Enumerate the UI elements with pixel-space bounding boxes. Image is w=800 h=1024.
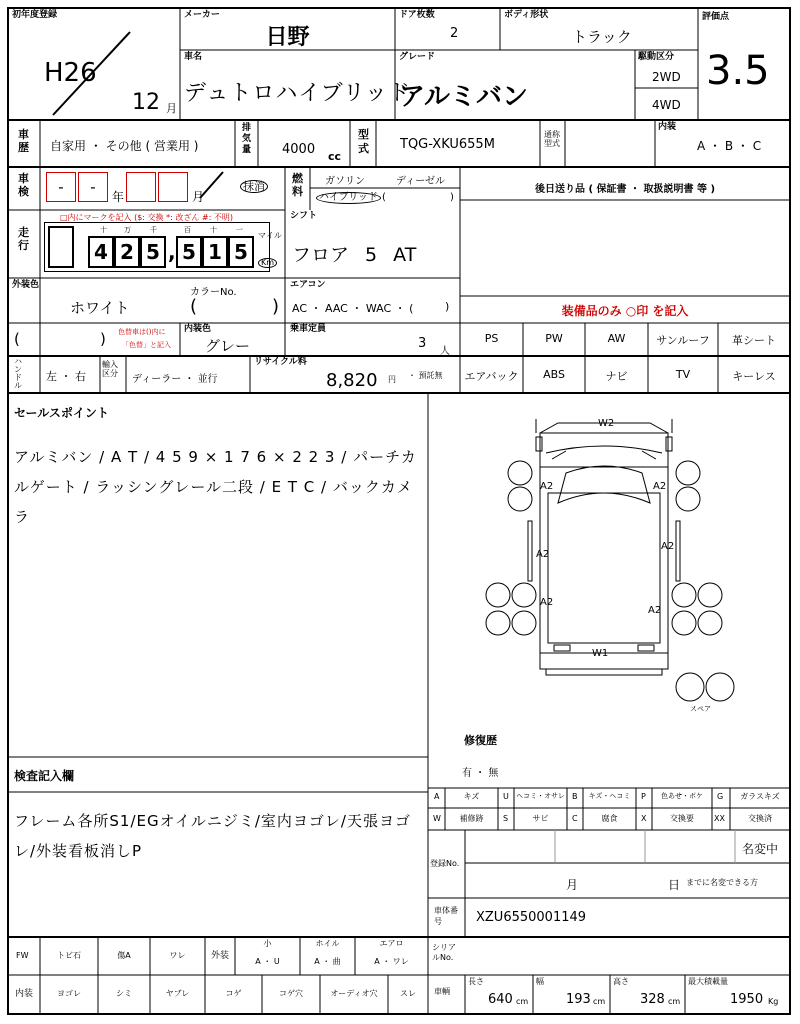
first-reg-label: 初年度登録 <box>12 10 58 20</box>
odometer-digit-0[interactable] <box>48 226 74 268</box>
fuel-other: ( <box>382 192 386 203</box>
wheel-front-right-inner <box>676 487 700 511</box>
ext-head-aero: エアロ <box>379 939 404 948</box>
reg-month-unit: 月 <box>566 878 579 892</box>
equip-leather[interactable]: 革シート <box>732 334 776 347</box>
int-dirt: ヨゴレ <box>57 989 81 998</box>
import-label: 輸入区分 <box>102 360 118 378</box>
height-unit: cm <box>668 997 681 1006</box>
int-wear: スレ <box>400 989 416 998</box>
drive-4wd: 4WD <box>652 98 681 112</box>
equip-sunroof[interactable]: サンルーフ <box>656 334 710 347</box>
color-no-close: ) <box>272 296 280 317</box>
rear-lamp-left <box>554 645 570 651</box>
odometer-unit-5: 一 <box>236 226 243 234</box>
interior-grade: A ・ B ・ C <box>697 139 762 153</box>
inspection-label: 車検 <box>18 172 29 198</box>
legend-val-a: キズ <box>463 792 480 801</box>
int-color-label: 内装色 <box>184 324 212 334</box>
legend-val-x: 交換要 <box>670 814 694 823</box>
usage-value: 自家用 ・ その他 ( 営業用 ) <box>50 139 199 153</box>
wheel-rear-right-4 <box>698 611 722 635</box>
ext-head-wheel: ホイル <box>315 939 340 948</box>
corner-lamp-right <box>666 437 672 451</box>
displacement-value: 4000 <box>282 142 316 157</box>
height-label: 高さ <box>613 977 629 986</box>
color-no-label: カラーNo. <box>190 287 237 298</box>
color-change-note-2: 「色替」と記入 <box>122 341 171 349</box>
wheel-rear-right-2 <box>698 583 722 607</box>
diagram-label-a2-5: A2 <box>540 597 554 608</box>
legend-key-b: B <box>572 792 578 801</box>
legend-key-s: S <box>503 814 509 823</box>
fuel-hybrid <box>316 192 381 204</box>
legend-val-w: 補修跡 <box>459 814 484 823</box>
wheel-rear-right-3 <box>672 611 696 635</box>
int-bottom-label: 内装 <box>14 989 33 999</box>
spare-wheel-2 <box>706 673 734 701</box>
model-value: TQG-XKU655M <box>400 137 495 152</box>
odometer-unit-2: 千 <box>150 226 157 234</box>
vin-label: 車体番号 <box>434 906 458 926</box>
int-stain: シミ <box>116 989 132 998</box>
vin-value: XZU6550001149 <box>476 910 587 925</box>
fuel-diesel: ディーゼル <box>396 176 445 187</box>
side-mirror-bar-left <box>528 521 532 581</box>
fw-scratch: 傷A <box>117 951 131 960</box>
legend-key-g: G <box>717 792 724 801</box>
inspection-expired <box>240 180 268 193</box>
length-label: 長さ <box>468 977 484 986</box>
odometer-separator: , <box>168 240 176 264</box>
km-mark: Km <box>258 258 277 268</box>
legend-val-p: 色あせ・ボケ <box>661 792 703 800</box>
equip-aw[interactable]: AW <box>607 332 626 345</box>
car-name-value: デュトロハイブリッド <box>184 81 411 106</box>
ext-head-small: 小 <box>263 939 272 948</box>
diagram-label-a2-2: A2 <box>653 481 667 492</box>
ac-value: AC ・ AAC ・ WAC ・ ( <box>292 302 414 315</box>
diagram-label-w2: W2 <box>598 418 615 429</box>
hybrid-mark: ハイブリッド <box>316 192 381 204</box>
legend-key-c: C <box>572 814 578 823</box>
wheel-rear-left-3 <box>486 611 510 635</box>
rear-lamp-right <box>638 645 654 651</box>
handle-label: ハンドル <box>14 357 22 390</box>
fuel-label: 燃料 <box>292 172 303 198</box>
wheel-rear-left-1 <box>486 583 510 607</box>
reg-label: 登録No. <box>430 859 460 868</box>
int-burn: コゲ <box>225 989 242 998</box>
wheel-rear-left-4 <box>512 611 536 635</box>
int-color-value: グレー <box>205 337 251 355</box>
equip-tv[interactable]: TV <box>675 368 691 381</box>
fw-label: FW <box>16 951 29 960</box>
width-unit: cm <box>593 997 606 1006</box>
inspection-notes-title: 検査記入欄 <box>14 769 75 783</box>
equip-keyless[interactable]: キーレス <box>732 370 776 383</box>
fw-chip: トビ石 <box>57 951 81 960</box>
ext-bottom-label: 外装 <box>210 951 229 961</box>
mileage-note: □内にマークを記入 ($: 交換 *: 改ざん #: 不明) <box>60 213 233 222</box>
legend-key-p: P <box>641 792 646 801</box>
equip-abs[interactable]: ABS <box>543 368 565 381</box>
odometer-digit-6[interactable]: 5 <box>228 236 254 268</box>
doors-label: ドア枚数 <box>399 10 435 20</box>
capacity-label: 乗車定員 <box>290 324 327 334</box>
odometer-unit-4: 十 <box>210 226 217 234</box>
ext-val-wheel: A ・ 曲 <box>314 957 341 966</box>
legend-val-xx: 交換済 <box>748 814 772 823</box>
height-value: 328 <box>640 992 665 1007</box>
fuel-gasoline: ガソリン <box>325 176 365 187</box>
ext-color-label: 外装色 <box>12 280 40 290</box>
reg-day-unit: 日 <box>668 878 681 892</box>
inspection-month-unit: 月 <box>192 190 205 204</box>
cargo-box <box>548 493 660 643</box>
score-value: 3.5 <box>706 48 770 94</box>
docs-title: 後日送り品 ( 保証書 ・ 取扱説明書 等 ) <box>534 184 716 195</box>
ac-label: エアコン <box>290 280 326 290</box>
inspection-dash-1: - <box>58 178 64 196</box>
recycle-unit: 円 <box>388 375 396 384</box>
int-burn-hole: コゲ穴 <box>279 989 303 998</box>
dims-label: 車輌 <box>434 987 450 996</box>
equip-ps[interactable]: PS <box>484 332 499 345</box>
wheel-front-right-outer <box>676 461 700 485</box>
side-mirror-bar-right <box>676 521 680 581</box>
capacity-value: 3 <box>418 336 427 351</box>
rear-bumper <box>546 669 662 675</box>
odometer-digit-5[interactable]: 1 <box>202 236 228 268</box>
month-unit: 月 <box>166 102 177 115</box>
inspection-month-box-2[interactable] <box>158 172 188 202</box>
repair-value: 有 ・ 無 <box>462 768 499 779</box>
odometer-digit-1[interactable]: 4 <box>88 236 114 268</box>
inspection-month-box-1[interactable] <box>126 172 156 202</box>
legend-key-u: U <box>503 792 509 801</box>
int-audio-hole: オーディオ穴 <box>330 989 378 998</box>
diagram-label-a2-3: A2 <box>536 549 550 560</box>
model-label: 型式 <box>358 128 369 155</box>
reg-deadline: までに名変できる方 <box>686 878 758 887</box>
sales-line-3: ラ <box>14 508 31 526</box>
legend-key-w: W <box>433 814 441 823</box>
mile-label: マイル <box>258 231 282 240</box>
sales-title: セールスポイント <box>14 406 109 420</box>
wheel-rear-left-2 <box>512 583 536 607</box>
recycle-fee: 8,820 <box>326 370 378 391</box>
odometer-unit-0: 十 <box>100 226 107 234</box>
legend-val-b: キズ・ヘコミ <box>588 792 631 800</box>
diagram-label-spare: スペア <box>690 705 711 713</box>
odometer-unit-1: 万 <box>124 226 131 234</box>
shift-label: シフト <box>290 211 318 221</box>
wheel-rear-right-1 <box>672 583 696 607</box>
equip-navi[interactable]: ナビ <box>605 370 628 383</box>
maker-label: メーカー <box>184 10 220 20</box>
grade-label: グレード <box>399 52 436 62</box>
expired-mark: 抹消 <box>240 180 268 193</box>
width-value: 193 <box>566 992 591 1007</box>
repair-title: 修復歴 <box>464 734 497 747</box>
equip-airbag[interactable]: エアバック <box>464 370 519 383</box>
legend-val-c: 腐食 <box>601 814 618 823</box>
odometer-digit-4[interactable]: 5 <box>176 236 202 268</box>
drive-2wd: 2WD <box>652 70 681 84</box>
legend-val-g: ガラスキズ <box>740 792 780 801</box>
legend-key-xx: XX <box>714 814 725 823</box>
odometer-digit-3[interactable]: 5 <box>140 236 166 268</box>
spare-wheel-1 <box>676 673 704 701</box>
sales-line-1: アルミバン / A T / 4 5 9 × 1 7 6 × 2 2 3 / パーチカ <box>14 448 417 466</box>
diagram-label-w1: W1 <box>592 648 609 659</box>
handle-value: 左 ・ 右 <box>46 370 86 383</box>
name-change: 名変中 <box>742 842 779 856</box>
legend-key-x: X <box>641 814 647 823</box>
doors-value: 2 <box>450 26 459 41</box>
inspection-line-2: レ/外装看板消しP <box>14 842 143 860</box>
interior-label: 内装 <box>658 122 677 132</box>
car-name-label: 車名 <box>184 52 203 62</box>
ext-color-value: ホワイト <box>70 299 130 317</box>
import-value: ディーラー ・ 並行 <box>132 374 218 385</box>
serial-label: シリアルNo. <box>432 943 456 962</box>
recycle-label: リサイクル料 <box>254 357 307 367</box>
ac-close: ) <box>445 300 450 313</box>
score-label: 評価点 <box>702 12 730 22</box>
equip-pw[interactable]: PW <box>545 332 563 345</box>
cab-front-panel <box>558 466 650 503</box>
color-change-open: ( <box>14 330 20 348</box>
wheel-front-left-outer <box>508 461 532 485</box>
load-label: 最大積載量 <box>688 977 728 986</box>
diagram-label-a2-1: A2 <box>540 481 554 492</box>
history-label: 車歴 <box>18 128 29 154</box>
wheel-front-left-inner <box>508 487 532 511</box>
color-change-close: ) <box>100 330 106 348</box>
first-reg-year: H26 <box>44 58 97 88</box>
width-label: 幅 <box>536 977 544 986</box>
legend-val-s: サビ <box>532 814 549 823</box>
body-value: トラック <box>572 28 632 46</box>
fuel-other-close: ) <box>450 192 454 203</box>
capacity-unit: 人 <box>440 346 450 357</box>
common-model-label: 通称型式 <box>544 130 560 148</box>
mileage-label: 走行 <box>18 226 29 252</box>
color-no-value: ( <box>190 296 198 317</box>
int-tear: ヤブレ <box>165 989 190 998</box>
color-change-note-1: 色替車は()内に <box>118 328 166 336</box>
inspection-dash-2: - <box>90 178 96 196</box>
diagram-label-a2-6: A2 <box>648 605 662 616</box>
drive-label: 駆動区分 <box>638 52 675 62</box>
legend-val-u: ヘコミ・オサレ <box>516 792 565 800</box>
first-reg-month: 12 <box>132 90 160 115</box>
vehicle-diagram <box>428 393 790 723</box>
length-value: 640 <box>488 992 513 1007</box>
sales-line-2: ルゲート / ラッシングレール二段 / E T C / バックカメ <box>14 478 413 496</box>
inspection-year-unit: 年 <box>112 190 125 204</box>
length-unit: cm <box>516 997 529 1006</box>
ext-val-small: A ・ U <box>255 957 280 966</box>
equip-title: 装備品のみ ○印 を記入 <box>561 304 689 318</box>
exhaust-label: 排気量 <box>242 123 252 155</box>
displacement-unit: cc <box>328 150 342 163</box>
windshield-corners <box>552 451 656 459</box>
legend-key-a: A <box>434 792 440 801</box>
grade-value: アルミバン <box>399 82 528 112</box>
odometer-digit-2[interactable]: 2 <box>114 236 140 268</box>
ext-val-aero: A ・ ワレ <box>374 957 409 966</box>
km-label <box>258 258 277 268</box>
diagram-label-a2-4: A2 <box>661 541 675 552</box>
body-label: ボディ形状 <box>504 10 549 20</box>
load-value: 1950 <box>730 992 764 1007</box>
odometer-unit-3: 百 <box>184 226 191 234</box>
load-unit: Kg <box>768 997 779 1006</box>
shift-value: フロア 5 AT <box>292 244 417 266</box>
fw-crack: ワレ <box>169 951 186 960</box>
recycle-deposit: ・ 預託無 <box>408 371 443 380</box>
corner-lamp-left <box>536 437 542 451</box>
inspection-line-1: フレーム各所S1/EGオイルニジミ/室内ヨゴレ/天張ヨゴ <box>14 812 411 830</box>
frame-outline <box>540 467 668 653</box>
maker-value: 日野 <box>265 25 310 50</box>
